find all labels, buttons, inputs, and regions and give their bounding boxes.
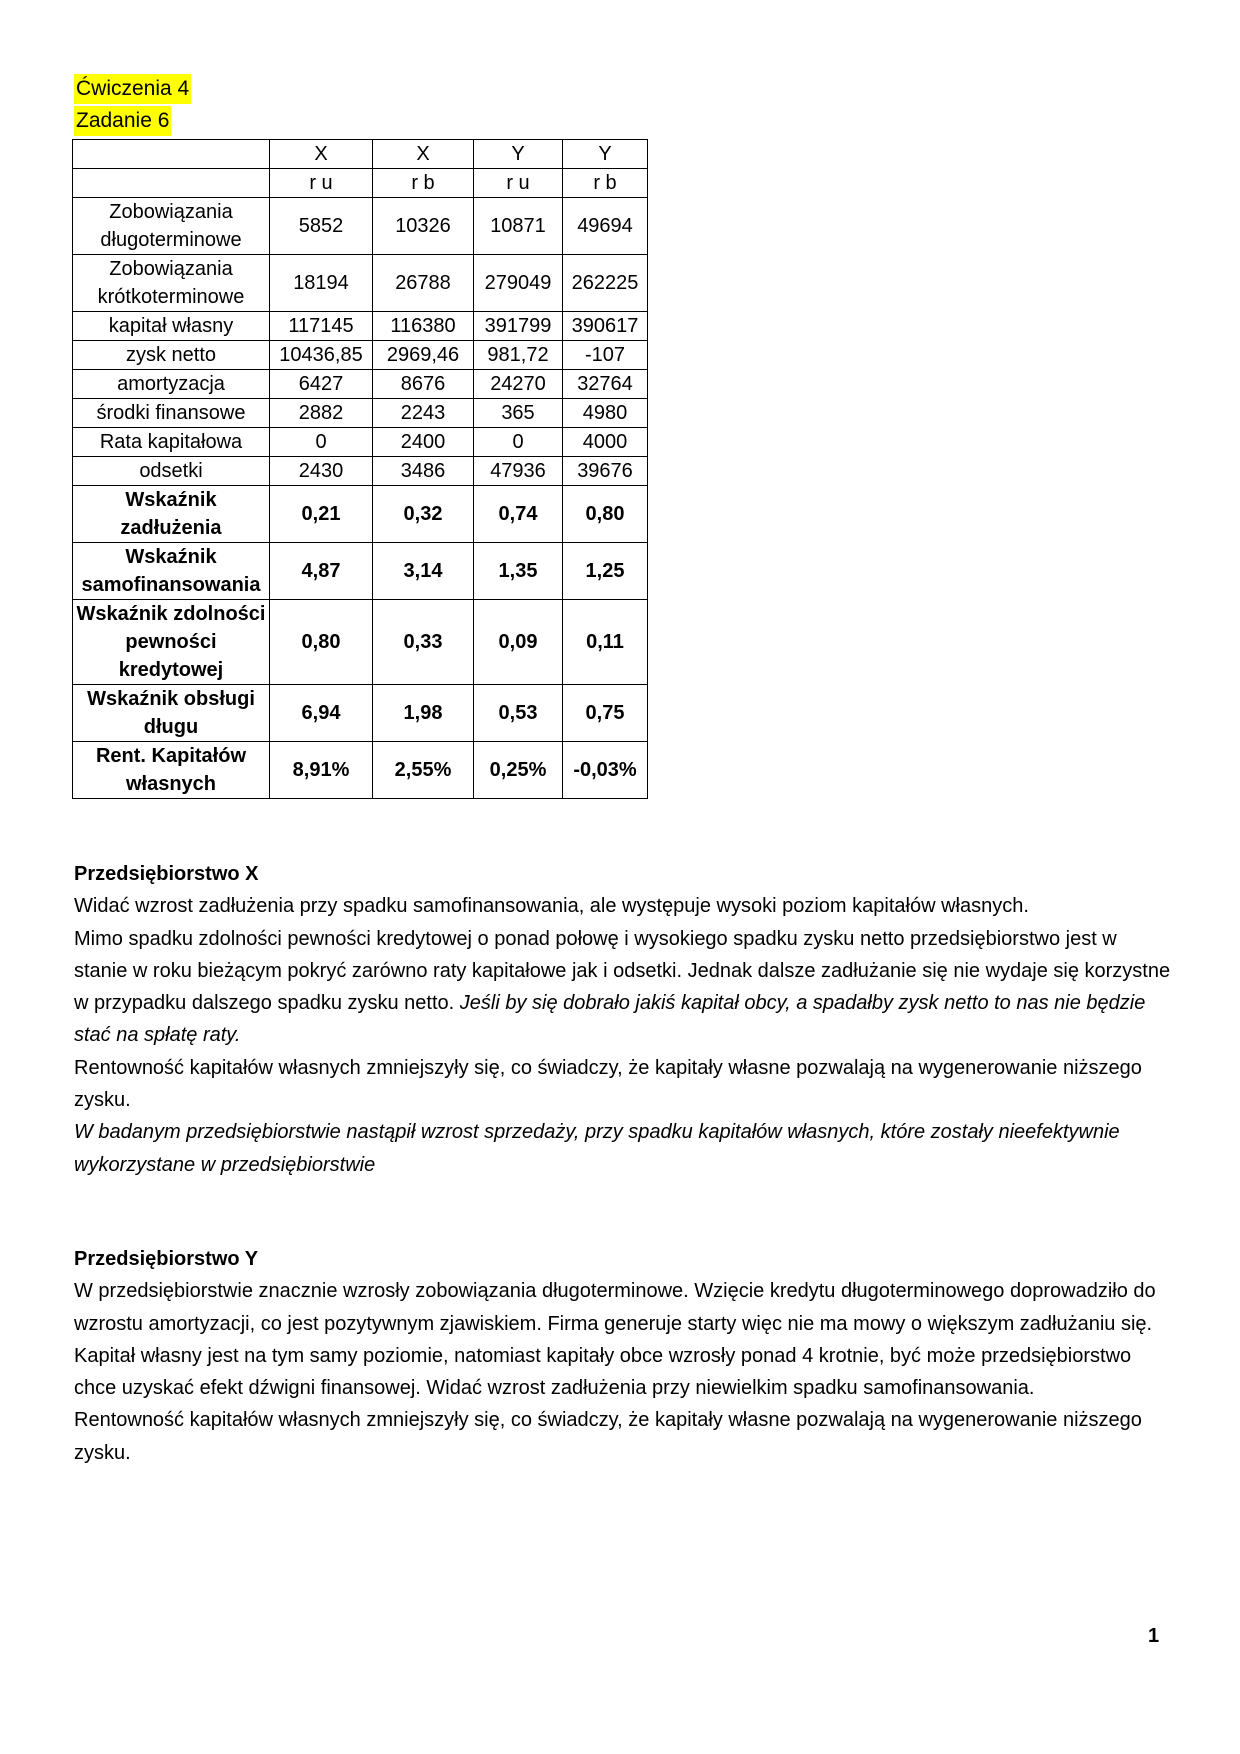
section-x-paragraph-3: Rentowność kapitałów własnych zmniejszyły się, co świadczy, że kapitały własne pozwalają na wygenerowanie niższego zysku. [74,1056,1142,1112]
table-cell: 5852 [270,198,373,255]
section-y-paragraph-3: Rentowność kapitałów własnych zmniejszyły się, co świadczy, że kapitały własne pozwalają na wygenerowanie niższego zysku. [74,1409,1142,1464]
financial-data-table [72,139,648,799]
table-cell: 2882 [270,399,373,428]
header-cell: r b [373,169,474,198]
row-label: Wskaźnik samofinansowania [73,543,270,600]
table-cell: 10871 [474,198,563,255]
table-row [73,685,648,742]
section-x-paragraph-1: Widać wzrost zadłużenia przy spadku samofinansowania, ale występuje wysoki poziom kapitałów własnych. [74,895,1029,918]
table-cell: 0,32 [373,486,474,543]
table-cell: 391799 [474,312,563,341]
table-cell: 4980 [563,399,648,428]
table-cell: 0,80 [270,600,373,685]
section-x-title: Przedsiębiorstwo X [74,863,259,885]
table-cell: 390617 [563,312,648,341]
table-cell: 365 [474,399,563,428]
section-x-paragraph-2 [74,923,1174,1052]
table-cell: 6,94 [270,685,373,742]
table-row [73,742,648,799]
row-label: Rent. Kapitałów własnych [73,742,270,799]
table-cell: 0,25% [474,742,563,799]
table-cell: 0 [270,428,373,457]
section-company-y [74,1243,1174,1469]
table-cell: 8,91% [270,742,373,799]
header-cell: X [373,140,474,169]
table-cell: 117145 [270,312,373,341]
table-cell: 0,09 [474,600,563,685]
table-cell: 981,72 [474,341,563,370]
task-heading: Zadanie 6 [74,106,171,136]
header-cell: r u [474,169,563,198]
table-cell: 1,35 [474,543,563,600]
row-label: amortyzacja [73,370,270,399]
table-row [73,600,648,685]
table-cell: 49694 [563,198,648,255]
row-label: zysk netto [73,341,270,370]
table-cell: 10326 [373,198,474,255]
table-cell: 18194 [270,255,373,312]
table-cell: 279049 [474,255,563,312]
table-cell: 2400 [373,428,474,457]
header-cell: r b [563,169,648,198]
row-label: środki finansowe [73,399,270,428]
table-cell: 4000 [563,428,648,457]
table-row [73,198,648,255]
table-cell: 0,53 [474,685,563,742]
header-row-entity [73,140,648,169]
header-cell: Y [474,140,563,169]
table-row [73,255,648,312]
table-cell: 39676 [563,457,648,486]
table-cell: 2969,46 [373,341,474,370]
row-label: Wskaźnik zdolności pewności kredytowej [73,600,270,685]
row-label: Zobowiązania długoterminowe [73,198,270,255]
table-cell: 47936 [474,457,563,486]
table-row [73,399,648,428]
table-cell: 1,98 [373,685,474,742]
table-row [73,312,648,341]
table-cell: 0,74 [474,486,563,543]
section-company-x [74,858,1174,1181]
table-cell: 2,55% [373,742,474,799]
table-cell: 24270 [474,370,563,399]
header-cell: X [270,140,373,169]
table-cell: 0,33 [373,600,474,685]
row-label: Rata kapitałowa [73,428,270,457]
table-cell: 0,11 [563,600,648,685]
section-x-paragraph-2-text: Mimo spadku zdolności pewności kredytowej o ponad połowę i wysokiego spadku zysku netto przedsiębiorstwo jest w stanie w roku bieżącym pokryć zarówno raty kapitałowe jak i odsetki. Jednak dalsze zadłużanie się nie wydaje się korzystne w przypadku dalszego spadku zysku netto. [74,927,1171,1015]
header-cell [73,169,270,198]
table-row [73,428,648,457]
table-cell: -107 [563,341,648,370]
table-cell: 116380 [373,312,474,341]
row-label: Wskaźnik obsługi długu [73,685,270,742]
row-label: Wskaźnik zadłużenia [73,486,270,543]
table-row [73,370,648,399]
section-y-paragraph-1: W przedsiębiorstwie znacznie wzrosły zobowiązania długoterminowe. Wzięcie kredytu długoterminowego doprowadziło do wzrostu amortyzacji, co jest pozytywnym zjawiskiem. Firma generuje starty więc nie ma mowy o większym zadłużaniu się. [74,1280,1156,1335]
header-cell: r u [270,169,373,198]
table-row [73,543,648,600]
table-cell: 0,21 [270,486,373,543]
table-cell: 26788 [373,255,474,312]
table-cell: 2430 [270,457,373,486]
table-cell: 0 [474,428,563,457]
header-row-year [73,169,648,198]
table-cell: 32764 [563,370,648,399]
table-cell: 0,80 [563,486,648,543]
row-label: kapitał własny [73,312,270,341]
row-label: Zobowiązania krótkoterminowe [73,255,270,312]
table-cell: 8676 [373,370,474,399]
section-x-paragraph-4: W badanym przedsiębiorstwie nastąpił wzrost sprzedaży, przy spadku kapitałów własnych, które zostały nieefektywnie wykorzystane w przedsiębiorstwie [74,1121,1120,1176]
section-x-paragraph-2-italic: Jeśli by się dobrało jakiś kapitał obcy, a spadałby zysk netto to nas nie będzie stać na spłatę raty. [74,992,1146,1047]
table-cell: 10436,85 [270,341,373,370]
header-cell [73,140,270,169]
table-cell: -0,03% [563,742,648,799]
header-cell: Y [563,140,648,169]
table-cell: 6427 [270,370,373,399]
section-y-title: Przedsiębiorstwo Y [74,1248,259,1270]
table-cell: 262225 [563,255,648,312]
table-cell: 2243 [373,399,474,428]
table-cell: 1,25 [563,543,648,600]
table-cell: 0,75 [563,685,648,742]
table-row [73,341,648,370]
exercise-heading: Ćwiczenia 4 [74,74,191,104]
page-number: 1 [1148,1625,1160,1647]
table-row [73,486,648,543]
section-y-paragraph-2: Kapitał własny jest na tym samy poziomie, natomiast kapitały obce wzrosły ponad 4 krotnie, być może przedsiębiorstwo chce uzyskać efekt dźwigni finansowej. Widać wzrost zadłużenia przy niewielkim spadku samofinansowania. [74,1344,1132,1400]
table-row [73,457,648,486]
table-cell: 3486 [373,457,474,486]
table-cell: 4,87 [270,543,373,600]
row-label: odsetki [73,457,270,486]
table-cell: 3,14 [373,543,474,600]
